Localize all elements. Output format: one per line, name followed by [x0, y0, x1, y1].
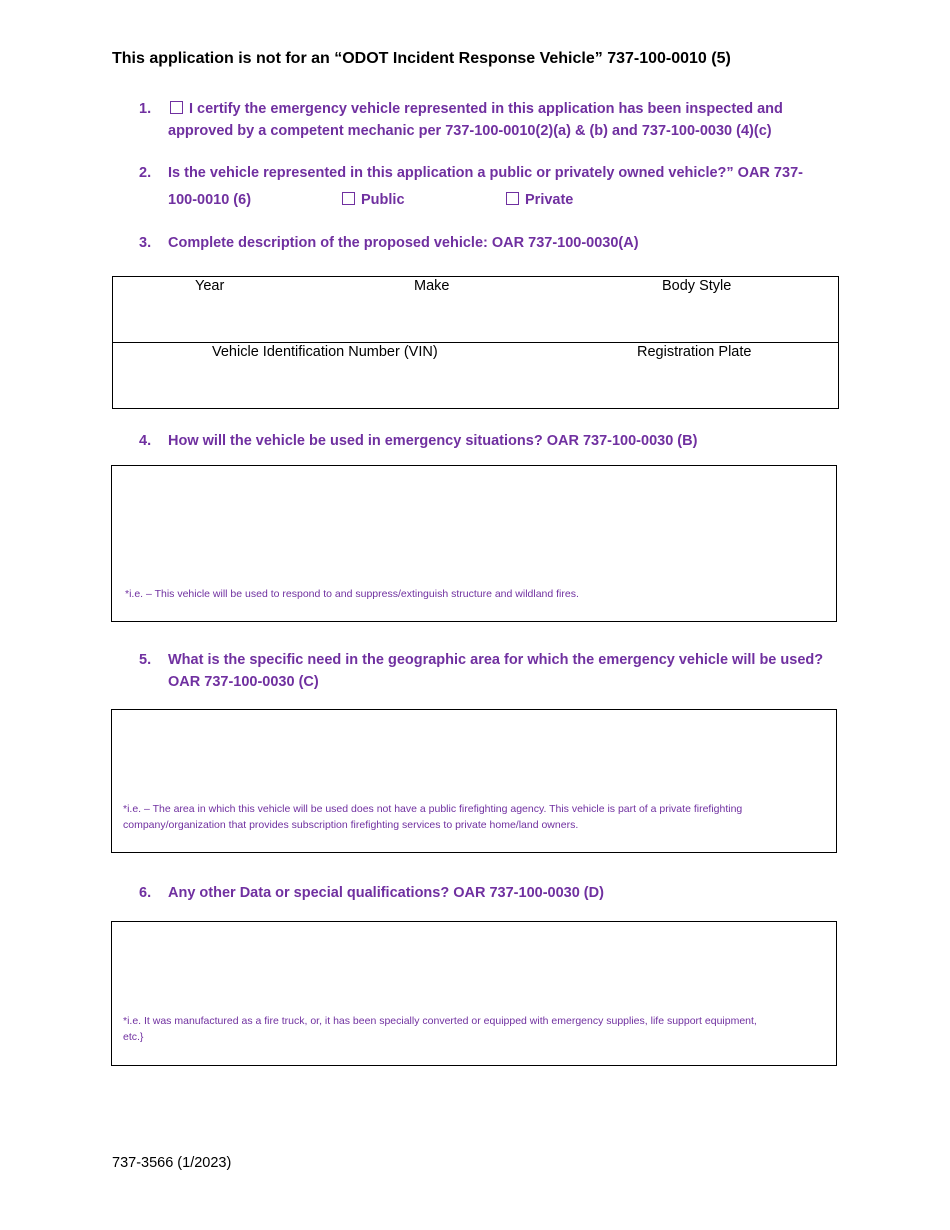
question-5-hint-line2: company/organization that provides subscription firefighting services to private home/land owners. — [123, 819, 579, 831]
question-4-number: 4. — [139, 433, 152, 449]
question-6-number: 6. — [139, 885, 152, 901]
private-option[interactable] — [506, 189, 573, 211]
private-checkbox[interactable] — [506, 192, 519, 205]
registration-plate-label: Registration Plate — [637, 344, 752, 360]
vehicle-description-table — [112, 276, 839, 409]
question-6-hint-line2: etc.} — [123, 1031, 144, 1043]
vin-label: Vehicle Identification Number (VIN) — [212, 344, 438, 360]
private-label: Private — [525, 192, 574, 208]
question-2-line2: 100-0010 (6) — [168, 192, 252, 208]
special-qualifications-answer-box[interactable] — [111, 921, 837, 1066]
form-number-footer: 737-3566 (1/2023) — [112, 1155, 232, 1171]
page-header: This application is not for an “ODOT Incident Response Vehicle” 737-100-0010 (5) — [112, 50, 731, 67]
question-5-number: 5. — [139, 652, 152, 668]
question-2-number: 2. — [139, 165, 152, 181]
public-checkbox[interactable] — [342, 192, 355, 205]
question-2-line1: Is the vehicle represented in this application a public or privately owned vehicle?” OAR 737- — [168, 165, 803, 181]
question-1-line2: approved by a competent mechanic per 737-100-0010(2)(a) & (b) and 737-100-0030 (4)(c) — [168, 123, 772, 139]
question-6-text: Any other Data or special qualifications? OAR 737-100-0030 (D) — [168, 885, 604, 901]
question-3-text: Complete description of the proposed vehicle: OAR 737-100-0030(A) — [168, 235, 639, 251]
question-5-hint-line1: *i.e. – The area in which this vehicle will be used does not have a public firefighting agency. This vehicle is part of a private firefighting — [123, 803, 743, 815]
public-option[interactable] — [342, 189, 405, 211]
make-label: Make — [414, 278, 450, 294]
question-4-hint: *i.e. – This vehicle will be used to respond to and suppress/extinguish structure and wildland fires. — [125, 588, 579, 600]
question-6-hint-line1: *i.e. It was manufactured as a fire truck, or, it has been specially converted or equipped with emergency supplies, life support equipment, — [123, 1015, 757, 1027]
question-1-line1-wrap — [170, 98, 783, 120]
year-label: Year — [195, 278, 225, 294]
public-label: Public — [361, 192, 405, 208]
question-5-line1: What is the specific need in the geographic area for which the emergency vehicle will be used? — [168, 652, 824, 668]
certify-checkbox[interactable] — [170, 101, 183, 114]
question-1-line1: I certify the emergency vehicle represented in this application has been inspected and — [189, 101, 783, 117]
question-5-line2: OAR 737-100-0030 (C) — [168, 674, 319, 690]
question-4-text: How will the vehicle be used in emergency situations? OAR 737-100-0030 (B) — [168, 433, 698, 449]
question-1-number: 1. — [139, 101, 152, 117]
question-3-number: 3. — [139, 235, 152, 251]
body-style-label: Body Style — [662, 278, 732, 294]
